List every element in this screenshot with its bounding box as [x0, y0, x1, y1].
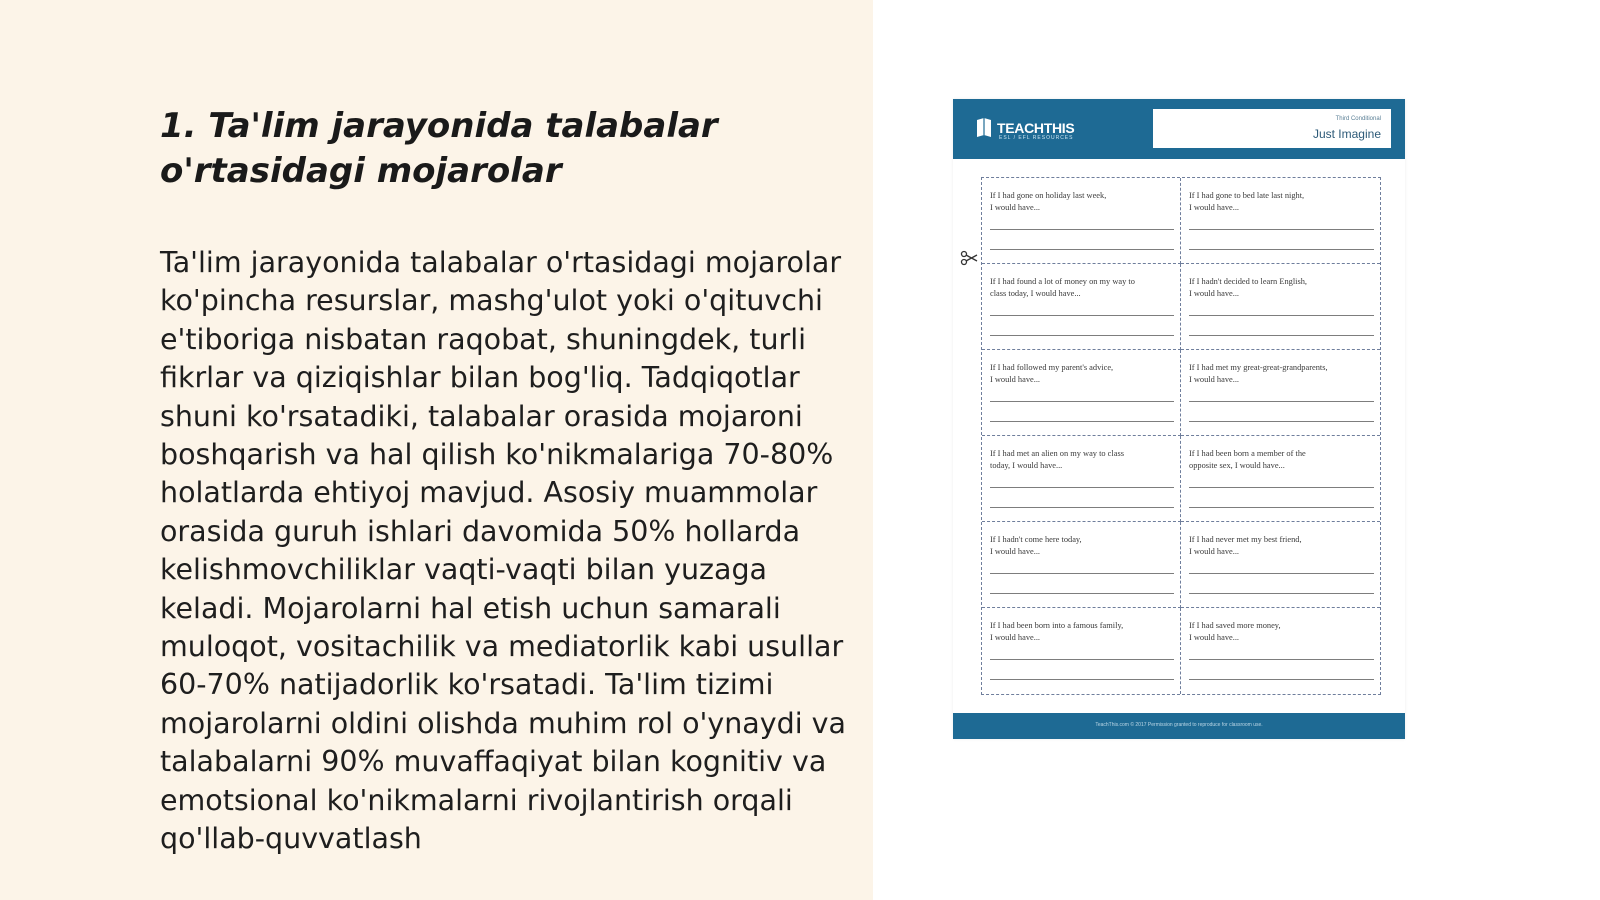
scissors-icon: [960, 249, 978, 267]
answer-line: [990, 421, 1174, 422]
slide-title: 1. Ta'lim jarayonida talabalar o'rtasidagi mojarolar: [160, 106, 718, 191]
answer-line: [990, 401, 1174, 402]
prompt-text: If I had followed my parent's advice, I would have...: [990, 363, 1114, 384]
worksheet-footer: [953, 713, 1405, 739]
answer-line: [1189, 679, 1374, 680]
answer-line: [1189, 315, 1374, 316]
prompt-card: [982, 264, 1181, 350]
prompt-card: [1181, 264, 1380, 350]
prompt-card-grid: [981, 177, 1381, 695]
prompt-card: [982, 436, 1181, 522]
prompt-card: [1181, 608, 1380, 694]
answer-line: [1189, 487, 1374, 488]
prompt-card: [1181, 178, 1380, 264]
prompt-text: If I hadn't decided to learn English, I would have...: [1189, 277, 1308, 298]
answer-line: [1189, 507, 1374, 508]
worksheet-image: [953, 99, 1405, 739]
answer-line: [990, 487, 1174, 488]
book-icon: [975, 116, 993, 140]
answer-line: [990, 679, 1174, 680]
worksheet-title-box: [1153, 109, 1391, 148]
prompt-text: If I had gone to bed late last night, I would have...: [1189, 191, 1305, 212]
answer-line: [990, 593, 1174, 594]
worksheet-title: Just Imagine: [1312, 127, 1381, 141]
prompt-text: If I had never met my best friend, I would have...: [1189, 535, 1302, 556]
slide-body-text: Ta'lim jarayonida talabalar o'rtasidagi mojarolar ko'pincha resurslar, mashg'ulot yoki o'qituvchi e'tiboriga nisbatan raqobat, shuningdek, turli fikrlar va qiziqishlar bilan bog'liq. Tadqiqotlar shuni ko'rsatadiki, talabalar orasida mojaroni boshqarish va hal qilish ko'nikmalariga 70-80% holatlarda ehtiyoj mavjud. Asosiy muammolar orasida guruh ishlari davomida 50% hollarda kelishmovchiliklar vaqti-vaqti bilan yuzaga keladi. Mojarolarni hal etish uchun samarali muloqot, vositachilik va mediatorlik kabi usullar 60-70% natijadorlik ko'rsatadi. Ta'lim tizimi mojarolarni oldini olishda muhim rol o'ynaydi va talabalarni 90% muvaffaqiyat bilan kognitiv va emotsional ko'nikmalarni rivojlantirish orqali qo'llab-quvvatlash: [160, 246, 847, 856]
answer-line: [1189, 659, 1374, 660]
prompt-card: [1181, 522, 1380, 608]
footer-text: TeachThis.com © 2017 Permission granted to reproduce for classroom use.: [1095, 722, 1263, 728]
prompt-text: If I had been born a member of the opposite sex, I would have...: [1189, 449, 1306, 470]
answer-line: [990, 659, 1174, 660]
answer-line: [1189, 249, 1374, 250]
prompt-text: If I had gone on holiday last week, I would have...: [990, 191, 1107, 212]
prompt-card: [1181, 436, 1380, 522]
answer-line: [1189, 229, 1374, 230]
prompt-card: [982, 350, 1181, 436]
answer-line: [990, 315, 1174, 316]
answer-line: [990, 507, 1174, 508]
answer-line: [990, 249, 1174, 250]
answer-line: [990, 335, 1174, 336]
prompt-text: If I had met my great-great-grandparents, I would have...: [1189, 363, 1328, 384]
prompt-text: If I had met an alien on my way to class today, I would have...: [990, 449, 1124, 470]
prompt-card: [1181, 350, 1380, 436]
prompt-card: [982, 522, 1181, 608]
answer-line: [990, 229, 1174, 230]
prompt-text: If I had been born into a famous family, I would have...: [990, 621, 1124, 642]
answer-line: [1189, 573, 1374, 574]
answer-line: [1189, 421, 1374, 422]
prompt-text: If I hadn't come here today, I would have...: [990, 535, 1082, 556]
prompt-card: [982, 178, 1181, 264]
prompt-card: [982, 608, 1181, 694]
answer-line: [1189, 593, 1374, 594]
logo-tagline: ESL / EFL RESOURCES: [999, 135, 1074, 141]
worksheet-subtitle: Third Conditional: [1335, 116, 1381, 122]
logo-text: TEACHTHIS: [997, 120, 1075, 136]
answer-line: [1189, 401, 1374, 402]
answer-line: [990, 573, 1174, 574]
prompt-text: If I had saved more money, I would have...: [1189, 621, 1281, 642]
answer-line: [1189, 335, 1374, 336]
worksheet-header: [953, 99, 1405, 159]
prompt-text: If I had found a lot of money on my way to class today, I would have...: [990, 277, 1135, 298]
